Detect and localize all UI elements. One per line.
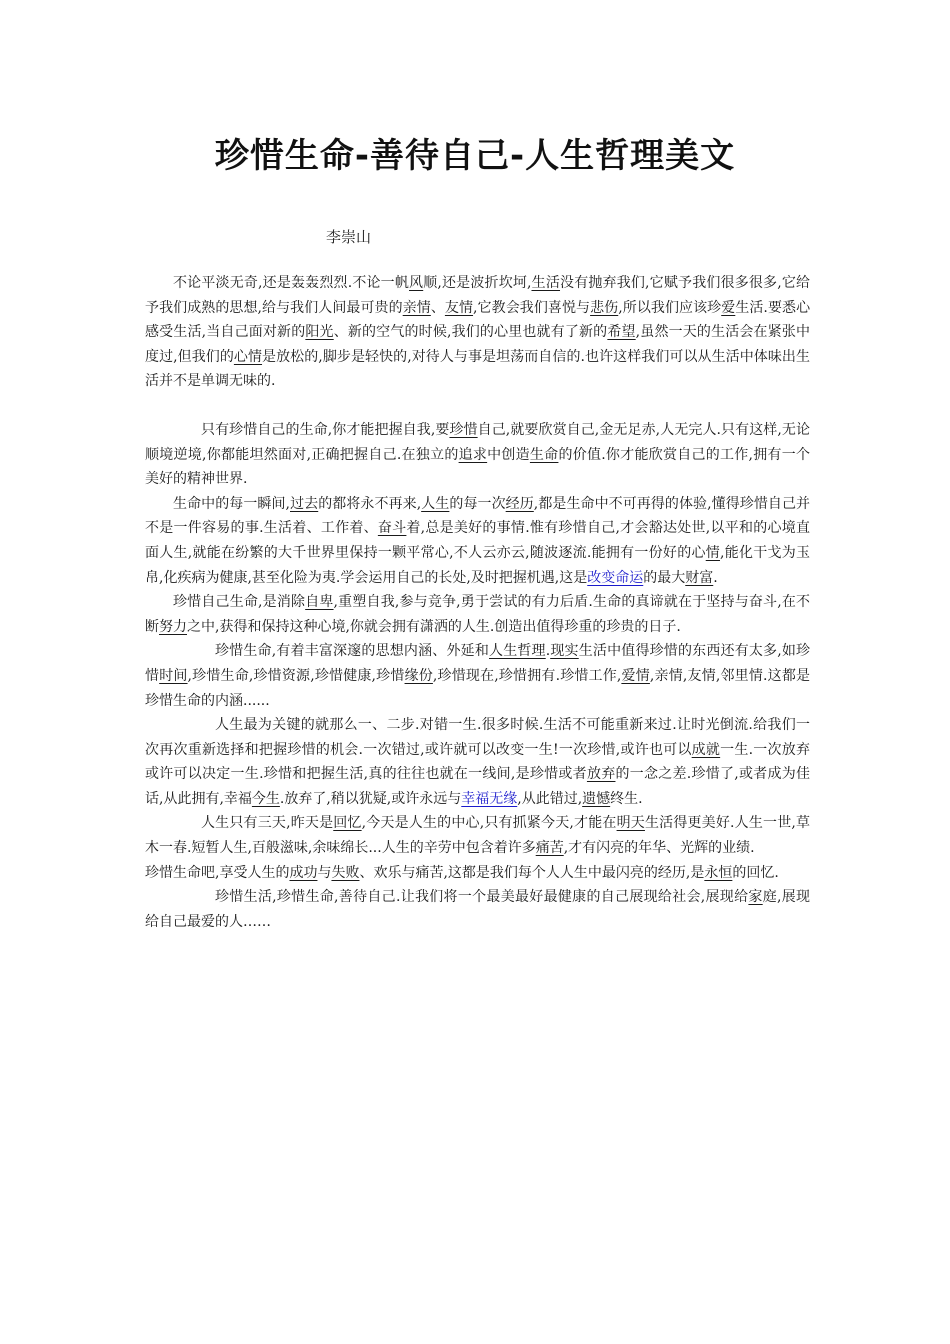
- paragraph-text: .放弃了,稍以犹疑,或许永远与: [279, 790, 462, 807]
- keyword-link[interactable]: 亲情: [402, 299, 431, 316]
- article-paragraph: [145, 492, 810, 590]
- paragraph-text: 生活得更美好.人生一世,草木一春.短暂人生,百般滋味,余味绵长...人生的辛劳中包含着许多: [145, 815, 811, 857]
- keyword-link[interactable]: 永恒: [704, 864, 733, 881]
- article-paragraph: [145, 590, 810, 639]
- keyword-link[interactable]: 缘份: [404, 667, 433, 684]
- paragraph-text: 之中,获得和保持这种心境,你就会拥有潇洒的人生.创造出值得珍重的珍贵的日子.: [187, 618, 681, 635]
- keyword-link[interactable]: 过去: [290, 495, 319, 512]
- keyword-link[interactable]: 希望: [607, 324, 636, 341]
- paragraph-text: 的每一次: [449, 495, 506, 512]
- paragraph-text: 与: [317, 864, 332, 881]
- paragraph-text: ,珍惜生命,珍惜资源,珍惜健康,珍惜: [187, 667, 405, 684]
- paragraph-spacer: [145, 394, 810, 418]
- article-paragraph: [145, 861, 810, 886]
- paragraph-text: ,虽然一天的生活会在紧张中度过,但我们的: [145, 324, 811, 365]
- paragraph-text: 的一念之差.珍惜了,或者成为佳话,从此拥有,幸福: [145, 766, 811, 807]
- paragraph-text: 生活.要悉心感受生活,当自己面对新的: [145, 299, 811, 341]
- keyword-link[interactable]: 改变命运: [587, 569, 644, 586]
- paragraph-text: 生活中值得珍惜的东西还有太多,如珍惜: [145, 643, 811, 684]
- paragraph-text: 是放松的,脚步是轻快的,对待人与事是坦荡而自信的.也许这样我们可以从生活中体味出生活并不是单调无味的.: [145, 348, 810, 390]
- article-paragraph: [145, 811, 810, 860]
- keyword-link[interactable]: 财富: [685, 569, 714, 586]
- paragraph-text: 的都将永不再来,: [318, 495, 422, 512]
- paragraph-text: 的回忆.: [732, 864, 779, 881]
- keyword-link[interactable]: 成就: [691, 741, 721, 758]
- paragraph-text: ,亲情,友情,邻里情.这都是珍惜生命的内涵......: [145, 667, 811, 709]
- keyword-link[interactable]: 追求: [458, 446, 488, 463]
- paragraph-text: 没有抛弃我们,它赋予我们很多很多,它给予我们成熟的思想,给与我们人间最可贵的: [145, 275, 811, 316]
- paragraph-text: 、: [430, 299, 445, 316]
- paragraph-text: 不论平淡无奇,还是轰轰烈烈.不论一帆: [173, 275, 410, 291]
- keyword-link[interactable]: 时间: [159, 667, 188, 684]
- article-paragraph: [145, 271, 810, 394]
- keyword-link[interactable]: 经历: [505, 495, 534, 512]
- article-paragraph: [145, 639, 810, 713]
- paragraph-text: ,所以我们应该珍: [618, 299, 722, 316]
- paragraph-text: 中创造: [487, 446, 530, 463]
- paragraph-text: 庭,展现给自己最爱的人……: [145, 889, 811, 930]
- paragraph-text: ,它教会我们喜悦与: [473, 299, 591, 316]
- article-paragraph: [145, 713, 810, 811]
- keyword-link[interactable]: 珍惜: [449, 421, 478, 438]
- paragraph-text: 生命中的每一瞬间,: [173, 495, 290, 512]
- keyword-link[interactable]: 奋斗: [377, 520, 407, 537]
- keyword-link[interactable]: 痛苦: [535, 840, 564, 857]
- article-paragraph: [145, 418, 810, 492]
- keyword-link[interactable]: 失败: [331, 864, 360, 881]
- keyword-link[interactable]: 努力: [159, 618, 187, 635]
- keyword-link[interactable]: 遗憾: [582, 790, 611, 807]
- article-paragraph: [145, 885, 810, 934]
- keyword-link[interactable]: 家: [748, 889, 763, 906]
- paragraph-text: 珍惜生命,有着丰富深邃的思想内涵、外延和: [215, 643, 490, 660]
- keyword-link[interactable]: 风: [409, 275, 424, 291]
- paragraph-text: 人生只有三天,昨天是: [201, 815, 334, 832]
- article-body: [145, 271, 810, 934]
- keyword-link[interactable]: 友情: [444, 299, 474, 316]
- paragraph-text: ,能化干戈为玉帛,化疾病为健康,甚至化险为夷.学会运用自己的长处,及时把握机遇,这是: [145, 544, 810, 586]
- keyword-link[interactable]: 放弃: [586, 766, 616, 783]
- paragraph-text: .: [713, 569, 718, 586]
- keyword-link[interactable]: 现实: [550, 643, 579, 660]
- keyword-link[interactable]: 阳光: [305, 324, 334, 341]
- paragraph-text: 珍惜生命吧,享受人生的: [145, 864, 290, 881]
- paragraph-text: ,重塑自我,参与竞争,勇于尝试的有力后盾.生命的真谛就在于坚持与奋斗,在不断: [145, 594, 811, 635]
- keyword-link[interactable]: 人生哲理: [489, 643, 546, 660]
- paragraph-text: 终生.: [610, 790, 643, 807]
- keyword-link[interactable]: 自卑: [305, 594, 334, 611]
- paragraph-text: ,今天是人生的中心,只有抓紧今天,才能在: [361, 815, 617, 832]
- paragraph-text: 自己,就要欣赏自己,金无足赤,人无完人.只有这样,无论顺境逆境,你都能坦然面对,正确把握自己.在独立的: [145, 421, 811, 463]
- keyword-link[interactable]: 人生: [421, 495, 450, 512]
- keyword-link[interactable]: 悲伤: [590, 299, 619, 316]
- keyword-link[interactable]: 爱: [721, 299, 736, 316]
- author-name: 李崇山: [326, 228, 372, 246]
- paragraph-text: ,珍惜现在,珍惜拥有.珍惜工作,: [432, 667, 622, 684]
- paragraph-text: 人生最为关键的就那么一、二步.对错一生.很多时候.生活不可能重新来过.让时光倒流.给我们一次再次重新选择和把握珍惜的机会.一次错过,或许就可以改变一生!一次珍惜,或许也可以: [145, 717, 810, 758]
- keyword-link[interactable]: 情: [705, 544, 720, 561]
- paragraph-text: 的价值.你才能欣赏自己的工作,拥有一个美好的精神世界.: [145, 446, 811, 488]
- paragraph-text: 的最大: [643, 569, 686, 586]
- paragraph-text: 顺,还是波折坎坷,: [423, 275, 532, 291]
- paragraph-text: 珍惜生活,珍惜生命,善待自己.让我们将一个最美最好最健康的自己展现给社会,展现给: [215, 889, 749, 906]
- keyword-link[interactable]: 爱情: [621, 667, 650, 684]
- paragraph-text: 一生.一次放弃或许可以决定一生.珍惜和把握生活,真的往往也就在一线间,是珍惜或者: [145, 741, 811, 783]
- keyword-link[interactable]: 明天: [616, 815, 645, 832]
- keyword-link[interactable]: 成功: [289, 864, 318, 881]
- paragraph-text: 只有珍惜自己的生命,你才能把握自我,要: [201, 421, 450, 438]
- paragraph-text: 着,总是美好的事情.惟有珍惜自己,才会豁达处世,以平和的心境直面人生,就能在纷繁的大千世界里保持一颗平常心,不人云亦云,随波逐流.能拥有一份好的心: [145, 520, 811, 561]
- keyword-link[interactable]: 幸福无缘: [461, 790, 518, 807]
- keyword-link[interactable]: 生命: [529, 446, 559, 463]
- paragraph-text: ,从此错过,: [517, 790, 583, 807]
- paragraph-text: 珍惜自己生命,是消除: [173, 594, 306, 611]
- paragraph-text: .: [545, 643, 551, 660]
- paragraph-text: 、欢乐与痛苦,这都是我们每个人人生中最闪亮的经历,是: [359, 864, 705, 881]
- keyword-link[interactable]: 心情: [233, 348, 263, 365]
- paragraph-text: ,才有闪亮的年华、光辉的业绩.: [563, 840, 755, 857]
- page-title: 珍惜生命-善待自己-人生哲理美文: [214, 136, 736, 176]
- paragraph-text: 、新的空气的时候,我们的心里也就有了新的: [333, 324, 608, 341]
- paragraph-text: ,都是生命中不可再得的体验,懂得珍惜自己并不是一件容易的事.生活着、工作着、: [145, 495, 811, 537]
- keyword-link[interactable]: 生活: [531, 275, 561, 291]
- keyword-link[interactable]: 今生: [251, 790, 280, 807]
- keyword-link[interactable]: 回忆: [333, 815, 362, 832]
